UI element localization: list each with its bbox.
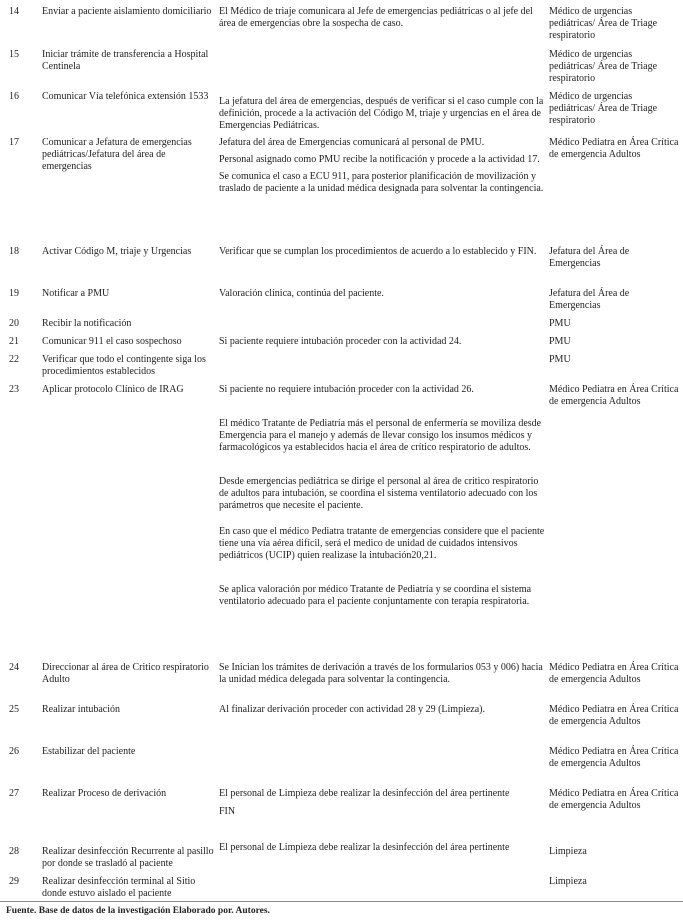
row-number: 22 [9, 354, 19, 365]
responsible-cell: PMU [549, 336, 571, 347]
row-number: 23 [9, 384, 19, 395]
activity-cell: Verificar que todo el contingente siga los procedimientos establecidos [42, 354, 206, 377]
activity-cell: Recibir la notificación [42, 318, 132, 329]
row-number: 14 [9, 6, 19, 17]
row-number: 21 [9, 336, 19, 347]
activity-cell: Estabilizar del paciente [42, 746, 136, 757]
row-number: 17 [9, 137, 19, 148]
activity-cell: Enviar a paciente aislamiento domiciliario [42, 6, 212, 17]
description-paragraph: La jefatura del área de emergencias, después de verificar si el caso cumple con la definición, procede a la activación del Código M, triaje y urgencias en el área de Emergencias Pediátricas. [219, 96, 544, 131]
description-paragraph: Se aplica valoración por médico Tratante de Pediatría y se coordina el sistema ventilatorio adecuado para el paciente conjuntamente con terapia respiratoria. [219, 584, 532, 607]
responsible-cell: Médico Pediatra en Área Crítica de emergencia Adultos [549, 788, 679, 811]
description-paragraph: Al finalizar derivación proceder con actividad 28 y 29 (Limpieza). [219, 704, 485, 715]
description-paragraph: El Médico de triaje comunicara al Jefe de emergencias pediátricas o al jefe del área de emergencias obre la sospecha de caso. [219, 6, 533, 29]
description-cell [219, 288, 545, 300]
responsible-cell: Jefatura del Área de Emergencias [549, 246, 630, 269]
description-paragraph: Personal asignado como PMU recibe la notificación y procede a la actividad 17. [219, 154, 540, 165]
responsible-cell: Médico de urgencias pediátricas/ Área de Triage respiratorio [549, 91, 658, 126]
activity-cell: Realizar desinfección terminal al Sitio donde estuvo aislado el paciente [42, 876, 196, 899]
description-paragraph: El personal de Limpieza debe realizar la desinfección del área pertinente [219, 788, 510, 799]
row-number: 25 [9, 704, 19, 715]
responsible-cell: Limpieza [549, 846, 587, 857]
description-paragraph: El médico Tratante de Pediatría más el personal de enfermería se moviliza desde Emergencia para el manejo y además de llevar consigo los insumos médicos y farmacológicos ya establecidos hacia el área de crítico respiratorio de adultos. [219, 418, 542, 453]
description-cell [219, 6, 545, 30]
description-cell [219, 842, 545, 854]
activity-cell: Comunicar Vía telefónica extensión 1533 [42, 91, 209, 102]
row-number: 19 [9, 288, 19, 299]
activity-cell: Notificar a PMU [42, 288, 110, 299]
responsible-cell: Limpieza [549, 876, 587, 887]
row-number: 16 [9, 91, 19, 102]
description-cell [219, 336, 545, 348]
responsible-cell: Médico Pediatra en Área Crítica de emergencia Adultos [549, 704, 679, 727]
activity-cell: Realizar intubación [42, 704, 121, 715]
responsible-cell: Médico Pediatra en Área Crítica de emergencia Adultos [549, 384, 679, 407]
description-paragraph: Si paciente no requiere intubación proceder con la actividad 26. [219, 384, 474, 395]
description-cell [219, 384, 545, 608]
description-paragraph: Si paciente requiere intubación proceder con la actividad 24. [219, 336, 462, 347]
row-number: 28 [9, 846, 19, 857]
description-cell [219, 662, 545, 686]
responsible-cell: PMU [549, 354, 571, 365]
responsible-cell: Médico Pediatra en Área Crítica de emergencia Adultos [549, 746, 679, 769]
description-cell [219, 788, 545, 818]
row-number: 18 [9, 246, 19, 257]
row-number: 26 [9, 746, 19, 757]
row-number: 27 [9, 788, 19, 799]
description-paragraph: Verificar que se cumplan los procedimientos de acuerdo a lo establecido y FIN. [219, 246, 537, 257]
description-paragraph: Jefatura del área de Emergencias comunicará al personal de PMU. [219, 137, 485, 148]
row-number: 15 [9, 49, 19, 60]
responsible-cell: PMU [549, 318, 571, 329]
responsible-cell: Médico Pediatra en Área Crítica de emergencia Adultos [549, 137, 679, 160]
description-paragraph: Valoración clínica, continúa del paciente. [219, 288, 384, 299]
description-paragraph: FIN [219, 806, 236, 817]
description-cell [219, 96, 545, 132]
row-number: 24 [9, 662, 19, 673]
activity-cell: Aplicar protocolo Clínico de IRAG [42, 384, 184, 395]
description-paragraph: En caso que el médico Pediatra tratante de emergencias considere que el paciente tiene una vía aérea difícil, será el medico de unidad de cuidados intensivos pediátricos (UCIP) quien realizase la intubación20,21. [219, 526, 545, 561]
description-paragraph: El personal de Limpieza debe realizar la desinfección del área pertinente [219, 842, 510, 853]
description-cell [219, 246, 545, 258]
activity-cell: Realizar desinfección Recurrente al pasillo por donde se trasladó al paciente [42, 846, 214, 869]
responsible-cell: Médico Pediatra en Área Crítica de emergencia Adultos [549, 662, 679, 685]
description-paragraph: Se Inician los trámites de derivación a través de los formularios 053 y 006) hacia la unidad médica delegada para solventar la contingencia. [219, 662, 543, 685]
description-cell [219, 137, 545, 195]
activity-cell: Direccionar al área de Critico respiratorio Adulto [42, 662, 209, 685]
responsible-cell: Médico de urgencias pediátricas/ Área de Triage respiratorio [549, 6, 658, 41]
responsible-cell: Jefatura del Área de Emergencias [549, 288, 630, 311]
description-cell [219, 704, 545, 716]
table-bottom-rule [0, 901, 683, 902]
activity-cell: Activar Código M, triaje y Urgencias [42, 246, 192, 257]
activity-cell: Realizar Proceso de derivación [42, 788, 167, 799]
activity-cell: Comunicar a Jefatura de emergencias pediátricas/Jefatura del área de emergencias [42, 137, 192, 172]
source-note: Fuente. Base de datos de la investigación Elaborado por. Autores. [6, 906, 270, 916]
description-paragraph: Desde emergencias pediátrica se dirige el personal al área de critico respiratorio de adultos para intubación, se coordina el sistema ventilatorio adecuado con los parámetros que necesite el paciente. [219, 476, 539, 511]
description-paragraph: Se comunica el caso a ECU 911, para posterior planificación de movilización y traslado de paciente a la unidad médica designada para solventar la contingencia. [219, 171, 544, 194]
row-number: 20 [9, 318, 19, 329]
activity-cell: Iniciar trámite de transferencia a Hospital Centinela [42, 49, 209, 72]
responsible-cell: Médico de urgencias pediátricas/ Área de Triage respiratorio [549, 49, 658, 84]
activity-cell: Comunicar 911 el caso sospechoso [42, 336, 182, 347]
row-number: 29 [9, 876, 19, 887]
